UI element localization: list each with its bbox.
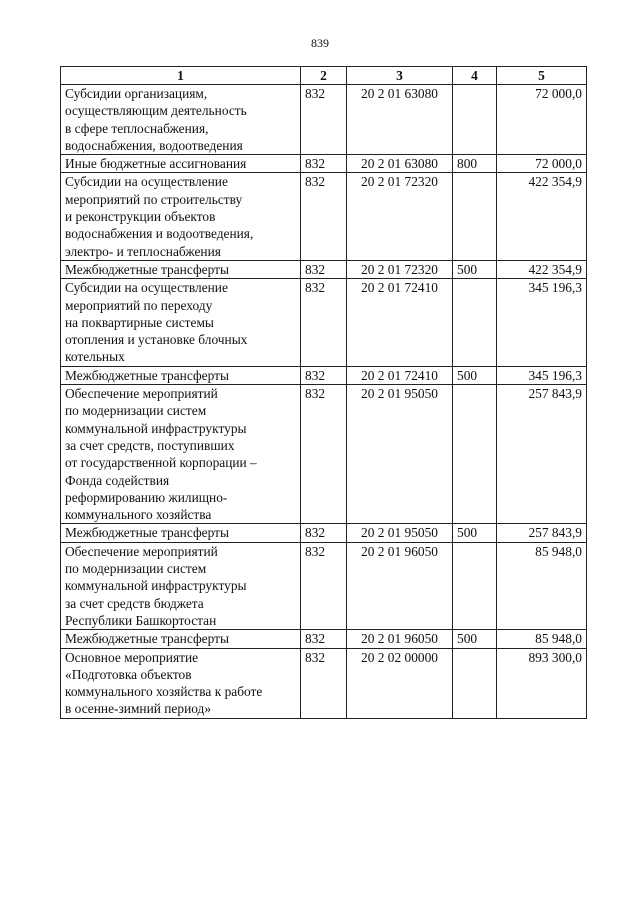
target-article-cell: 20 2 01 96050: [347, 542, 453, 629]
row-name-cell: Иные бюджетные ассигнования: [61, 155, 301, 173]
amount-cell: 85 948,0: [497, 630, 587, 648]
amount-cell: 345 196,3: [497, 279, 587, 366]
ministry-code-cell: 832: [301, 524, 347, 542]
column-header-1: 1: [61, 67, 301, 85]
target-article-cell: 20 2 01 72410: [347, 366, 453, 384]
amount-cell: 345 196,3: [497, 366, 587, 384]
target-article-cell: 20 2 01 95050: [347, 524, 453, 542]
amount-cell: 422 354,9: [497, 173, 587, 260]
row-name-cell: Межбюджетные трансферты: [61, 260, 301, 278]
amount-cell: 422 354,9: [497, 260, 587, 278]
column-header-5: 5: [497, 67, 587, 85]
expense-type-cell: 500: [453, 260, 497, 278]
amount-cell: 257 843,9: [497, 524, 587, 542]
table-header-row: [61, 67, 587, 85]
table-row: [61, 524, 587, 542]
amount-cell: 85 948,0: [497, 542, 587, 629]
target-article-cell: 20 2 01 72320: [347, 173, 453, 260]
amount-cell: 72 000,0: [497, 85, 587, 155]
ministry-code-cell: 832: [301, 385, 347, 524]
expense-type-cell: 500: [453, 524, 497, 542]
ministry-code-cell: 832: [301, 542, 347, 629]
table-row: [61, 85, 587, 155]
table-row: [61, 385, 587, 524]
table-row: [61, 648, 587, 718]
column-header-3: 3: [347, 67, 453, 85]
target-article-cell: 20 2 01 72320: [347, 260, 453, 278]
table-row: [61, 630, 587, 648]
ministry-code-cell: 832: [301, 630, 347, 648]
row-name-cell: Основное мероприятие «Подготовка объектов коммунального хозяйства к работе в осенне-зимний период»: [61, 648, 301, 718]
table-row: [61, 279, 587, 366]
budget-table: [60, 66, 587, 719]
table-row: [61, 260, 587, 278]
row-name-cell: Межбюджетные трансферты: [61, 524, 301, 542]
row-name-cell: Субсидии на осуществление мероприятий по переходу на поквартирные системы отопления и установке блочных котельных: [61, 279, 301, 366]
ministry-code-cell: 832: [301, 648, 347, 718]
table-row: [61, 155, 587, 173]
expense-type-cell: 500: [453, 366, 497, 384]
row-name-cell: Межбюджетные трансферты: [61, 630, 301, 648]
row-name-cell: Субсидии на осуществление мероприятий по строительству и реконструкции объектов водоснабжения и водоотведения, электро- и теплоснабжения: [61, 173, 301, 260]
ministry-code-cell: 832: [301, 85, 347, 155]
expense-type-cell: [453, 648, 497, 718]
amount-cell: 257 843,9: [497, 385, 587, 524]
target-article-cell: 20 2 01 63080: [347, 155, 453, 173]
amount-cell: 72 000,0: [497, 155, 587, 173]
row-name-cell: Обеспечение мероприятий по модернизации систем коммунальной инфраструктуры за счет средств бюджета Республики Башкортостан: [61, 542, 301, 629]
ministry-code-cell: 832: [301, 366, 347, 384]
target-article-cell: 20 2 01 96050: [347, 630, 453, 648]
expense-type-cell: [453, 279, 497, 366]
target-article-cell: 20 2 01 63080: [347, 85, 453, 155]
row-name-cell: Обеспечение мероприятий по модернизации систем коммунальной инфраструктуры за счет средств, поступивших от государственной корпорации – Фонда содействия реформированию жилищно- коммунального хозяйства: [61, 385, 301, 524]
expense-type-cell: [453, 85, 497, 155]
table-row: [61, 173, 587, 260]
table-row: [61, 542, 587, 629]
ministry-code-cell: 832: [301, 173, 347, 260]
column-header-2: 2: [301, 67, 347, 85]
target-article-cell: 20 2 02 00000: [347, 648, 453, 718]
row-name-cell: Межбюджетные трансферты: [61, 366, 301, 384]
expense-type-cell: [453, 173, 497, 260]
page-number: 839: [311, 36, 329, 50]
ministry-code-cell: 832: [301, 155, 347, 173]
expense-type-cell: [453, 385, 497, 524]
column-header-4: 4: [453, 67, 497, 85]
target-article-cell: 20 2 01 95050: [347, 385, 453, 524]
amount-cell: 893 300,0: [497, 648, 587, 718]
table-row: [61, 366, 587, 384]
expense-type-cell: 500: [453, 630, 497, 648]
ministry-code-cell: 832: [301, 260, 347, 278]
expense-type-cell: 800: [453, 155, 497, 173]
ministry-code-cell: 832: [301, 279, 347, 366]
expense-type-cell: [453, 542, 497, 629]
row-name-cell: Субсидии организациям, осуществляющим деятельность в сфере теплоснабжения, водоснабжения, водоотведения: [61, 85, 301, 155]
target-article-cell: 20 2 01 72410: [347, 279, 453, 366]
